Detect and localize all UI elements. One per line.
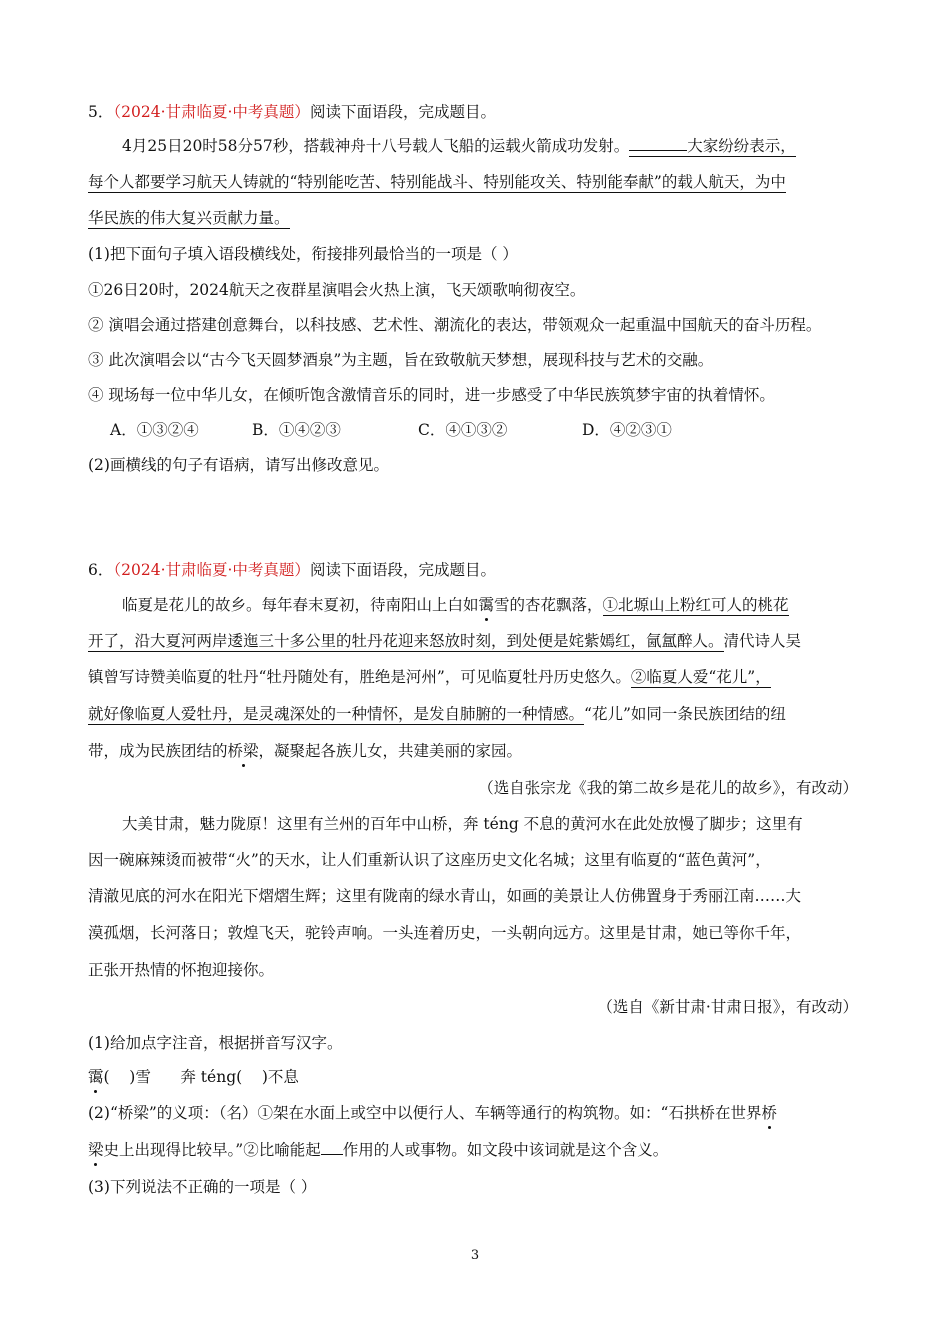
q5-option-c: C．④①③② (418, 421, 508, 439)
q5-option-b: B．①④②③ (252, 421, 341, 439)
q6-sub2-text: (2)“桥梁”的义项：（名）①架在水面上或空中以便行人、车辆等通行的构筑物。如：“石拱桥在世界 (88, 1104, 762, 1122)
q6-heading (88, 560, 496, 580)
q6-underlined-sentence-2: 就好像临夏人爱牡丹，是灵魂深处的一种情怀，是发自肺腑的一种情感。 (88, 705, 585, 723)
q5-passage-line-3 (88, 208, 290, 228)
q6-text: 带，成为民族团结的 (88, 742, 228, 760)
q6-underlined-sentence-2: ②临夏人爱“花儿”， (630, 668, 771, 686)
q6-sub2-text: 作用的人或事物。如文段中该词就是这个含义。 (342, 1141, 669, 1159)
q5-sentence-1: ①26日20时，2024航天之夜群星演唱会火热上演，飞天颂歌响彻夜空。 (88, 281, 586, 299)
q6-text: 镇曾写诗赞美临夏的牡丹“牡丹随处有，胜绝是河州”，可见临夏牡丹历史悠久。 (88, 668, 631, 686)
q6-sub2-line-2 (88, 1140, 668, 1160)
q6-instruction: 阅读下面语段，完成题目。 (309, 561, 496, 579)
q5-sentence-4: ④ 现场每一位中华儿女，在倾听饱含激情音乐的同时，进一步感受了中华民族筑梦宇宙的执着情怀。 (88, 386, 775, 404)
q6-passage-line-2 (88, 631, 801, 651)
q5-number: 5． (88, 103, 114, 121)
q6-dotted-char: 桥 (761, 1104, 777, 1122)
q6-underlined-sentence-1: 开了，沿大夏河两岸逶迤三十多公里的牡丹花迎来怒放时刻，到处便是姹紫嫣红，氤氲醉人。 (88, 632, 724, 650)
q5-sentence-3: ③ 此次演唱会以“古今飞天圆梦酒泉”为主题，旨在致敬航天梦想，展现科技与艺术的交融。 (88, 351, 714, 369)
q5-instruction: 阅读下面语段，完成题目。 (309, 103, 496, 121)
page-number: 3 (470, 1248, 480, 1263)
q6-passage-line-1 (122, 595, 789, 615)
q6-sub2-line-1 (88, 1103, 777, 1123)
q6-passage-line-3 (88, 667, 771, 687)
q5-passage-text: 4月25日20时58分57秒，搭载神舟十八号载人飞船的运载火箭成功发射。 (122, 137, 630, 155)
q6-text: 临夏是花儿的故乡。每年春末夏初，待南阳山上白如 (122, 596, 479, 614)
q6-dotted-char: 霭 (88, 1068, 104, 1086)
q6-dotted-word-text: 桥梁 (227, 742, 259, 760)
q6-citation-2: （选自《新甘肃·甘肃日报》，有改动） (597, 998, 858, 1016)
q6-citation-1: （选自张宗龙《我的第二故乡是花儿的故乡》，有改动） (478, 779, 858, 797)
q6-sub3: (3)下列说法不正确的一项是（ ） (88, 1178, 317, 1196)
q6-sub2-text: 史上出现得比较早。”②比喻能起 (103, 1141, 321, 1159)
q6-passage2-line-5: 正张开热情的怀抱迎接你。 (88, 961, 275, 979)
q6-passage-line-5 (88, 741, 522, 761)
q5-underlined-sentence (629, 137, 796, 157)
q5-underlined-text: 华民族的伟大复兴贡献力量。 (88, 209, 290, 227)
q6-pinyin-blanks: ( )雪 奔 téng( )不息 (103, 1068, 299, 1086)
q5-sub1: (1)把下面句子填入语段横线处，衔接排列最恰当的一项是（ ） (88, 245, 518, 263)
q5-source: （2024·甘肃临夏·中考真题） (113, 103, 310, 121)
q6-text: 清代诗人吴 (723, 632, 802, 650)
q5-sub2: (2)画横线的句子有语病，请写出修改意见。 (88, 456, 389, 474)
q6-dotted-word (228, 741, 259, 761)
q6-text: ，凝聚起各族儿女，共建美丽的家园。 (258, 742, 523, 760)
q6-dotted-char: 霭 (478, 596, 495, 614)
q6-text: 雪的杏花飘落， (494, 596, 603, 614)
q6-passage2-line-4: 漠孤烟，长河落日；敦煌飞天，驼铃声响。一头连着历史，一头朝向远方。这里是甘肃，她已等你千年， (88, 924, 802, 942)
q6-passage2-line-1: 大美甘肃，魅力陇原！这里有兰州的百年中山桥，奔 téng 不息的黄河水在此处放慢了脚步；这里有 (122, 815, 803, 833)
q5-passage-line-1 (122, 136, 796, 156)
q6-passage2-line-2: 因一碗麻辣烫而被带“火”的天水，让人们重新认识了这座历史文化名城；这里有临夏的“蓝色黄河”， (88, 851, 771, 869)
q5-passage-line-2 (88, 172, 786, 192)
q6-text: “花儿”如同一条民族团结的纽 (584, 705, 786, 723)
q6-fill-blank (321, 1140, 343, 1155)
q6-dotted-char: 梁 (88, 1141, 104, 1159)
q6-number: 6． (88, 561, 114, 579)
q5-sentence-2: ② 演唱会通过搭建创意舞台，以科技感、艺术性、潮流化的表达，带领观众一起重温中国航天的奋斗历程。 (88, 316, 822, 334)
q5-options (110, 420, 810, 440)
q6-pinyin-row (88, 1067, 299, 1087)
q6-passage2-line-3: 清澈见底的河水在阳光下熠熠生辉；这里有陇南的绿水青山，如画的美景让人仿佛置身于秀丽江南……大 (88, 887, 802, 905)
q5-option-a: A．①③②④ (110, 421, 199, 439)
q6-sub1: (1)给加点字注音，根据拼音写汉字。 (88, 1034, 343, 1052)
q5-option-d: D．④②③① (582, 421, 672, 439)
q5-heading (88, 102, 496, 122)
q6-underlined-sentence-1: ①北塬山上粉红可人的桃花 (602, 596, 789, 614)
q5-fill-blank (629, 136, 687, 151)
q5-underlined-text: 每个人都要学习航天人铸就的“特别能吃苦、特别能战斗、特别能攻关、特别能奉献”的载人航天，为中 (88, 173, 786, 191)
q6-passage-line-4 (88, 704, 786, 724)
q5-underlined-text: 大家纷纷表示， (687, 137, 796, 155)
q6-source: （2024·甘肃临夏·中考真题） (113, 561, 310, 579)
